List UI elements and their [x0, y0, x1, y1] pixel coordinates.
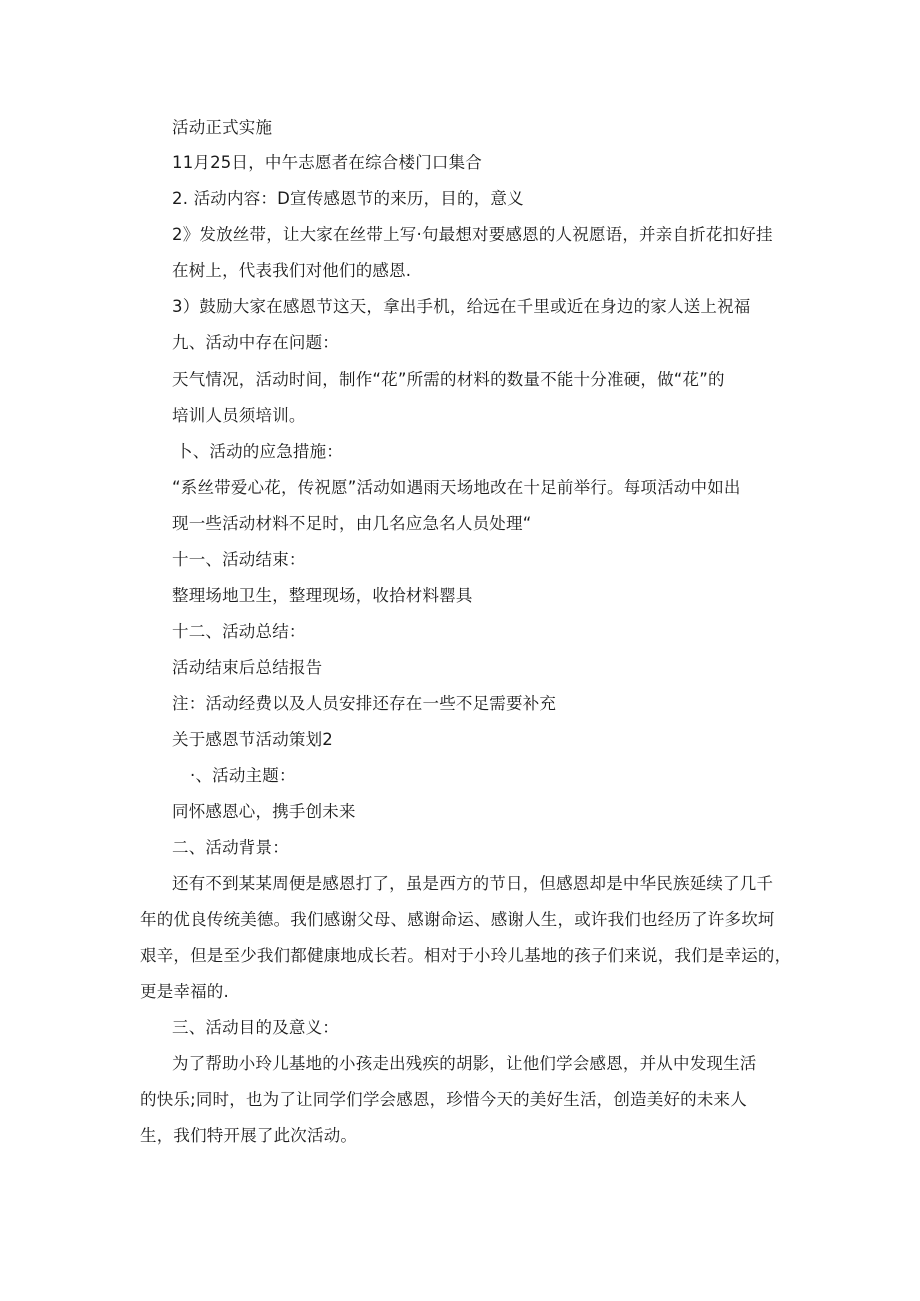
- section-heading: 二、活动背景：: [172, 838, 289, 857]
- text-line: 为了帮助小玲儿基地的小孩走出残疾的胡影，让他们学会感恩，并从中发现生活: [172, 1054, 757, 1073]
- section-heading: ·、活动主题：: [190, 766, 296, 785]
- text-line: 现一些活动材料不足时，由几名应急名人员处理“: [172, 514, 532, 533]
- text-line: 培训人员须培训。: [172, 406, 306, 425]
- text-line: 11月25日，中午志愿者在综合楼门口集合: [172, 153, 482, 172]
- text-line: 2》发放丝带，让大家在丝带上写·句最想对要感恩的人祝愿语，并亲自折花扣好挂: [172, 225, 773, 244]
- text-line: 艰辛，但是至少我们都健康地成长若。相对于小玲儿基地的孩子们来说，我们是幸运的，: [140, 946, 792, 965]
- text-line: 更是幸福的.: [140, 982, 229, 1001]
- text-line: 3）鼓励大家在感恩节这天，拿出手机，给远在千里或近在身边的家人送上祝福: [172, 297, 751, 316]
- text-line: 在树上，代表我们对他们的感恩.: [172, 261, 412, 280]
- section-heading: 十一、活动结束：: [172, 550, 306, 569]
- text-line: 活动正式实施: [172, 118, 273, 137]
- text-line: 年的优良传统美德。我们感谢父母、感谢命运、感谢人生，或许我们也经历了许多坎坷: [140, 910, 775, 929]
- section-heading: 十二、活动总结：: [172, 622, 306, 641]
- section-heading: 卜、活动的应急措施：: [176, 442, 343, 461]
- text-line: 2. 活动内容：D宣传感恩节的来历，目的，意义: [172, 189, 524, 208]
- section-heading: 三、活动目的及意义：: [172, 1018, 339, 1037]
- text-line: 还有不到某某周便是感恩打了，虽是西方的节日，但感恩却是中华民族延续了几千: [172, 874, 774, 893]
- text-line: 的快乐;同时，也为了让同学们学会感恩，珍惜今天的美好生活，创造美好的未来人: [140, 1090, 747, 1109]
- text-line: 活动结束后总结报告: [172, 658, 323, 677]
- text-line: “系丝带爱心花，传祝愿”活动如遇雨天场地改在十足前举行。每项活动中如出: [172, 478, 741, 497]
- text-line: 整理场地卫生，整理现场，收拾材料罂具: [172, 586, 473, 605]
- section-title: 关于感恩节活动策划2: [172, 730, 333, 749]
- text-line: 天气情况，活动时间，制作“花”所需的材料的数量不能十分准硬，做“花”的: [172, 370, 725, 389]
- text-line: 注：活动经费以及人员安排还存在一些不足需要补充: [172, 694, 557, 713]
- text-line: 同怀感恩心，携手创未来: [172, 802, 356, 821]
- text-line: 生，我们特开展了此次活动。: [140, 1126, 358, 1145]
- section-heading: 九、活动中存在问题：: [172, 333, 339, 352]
